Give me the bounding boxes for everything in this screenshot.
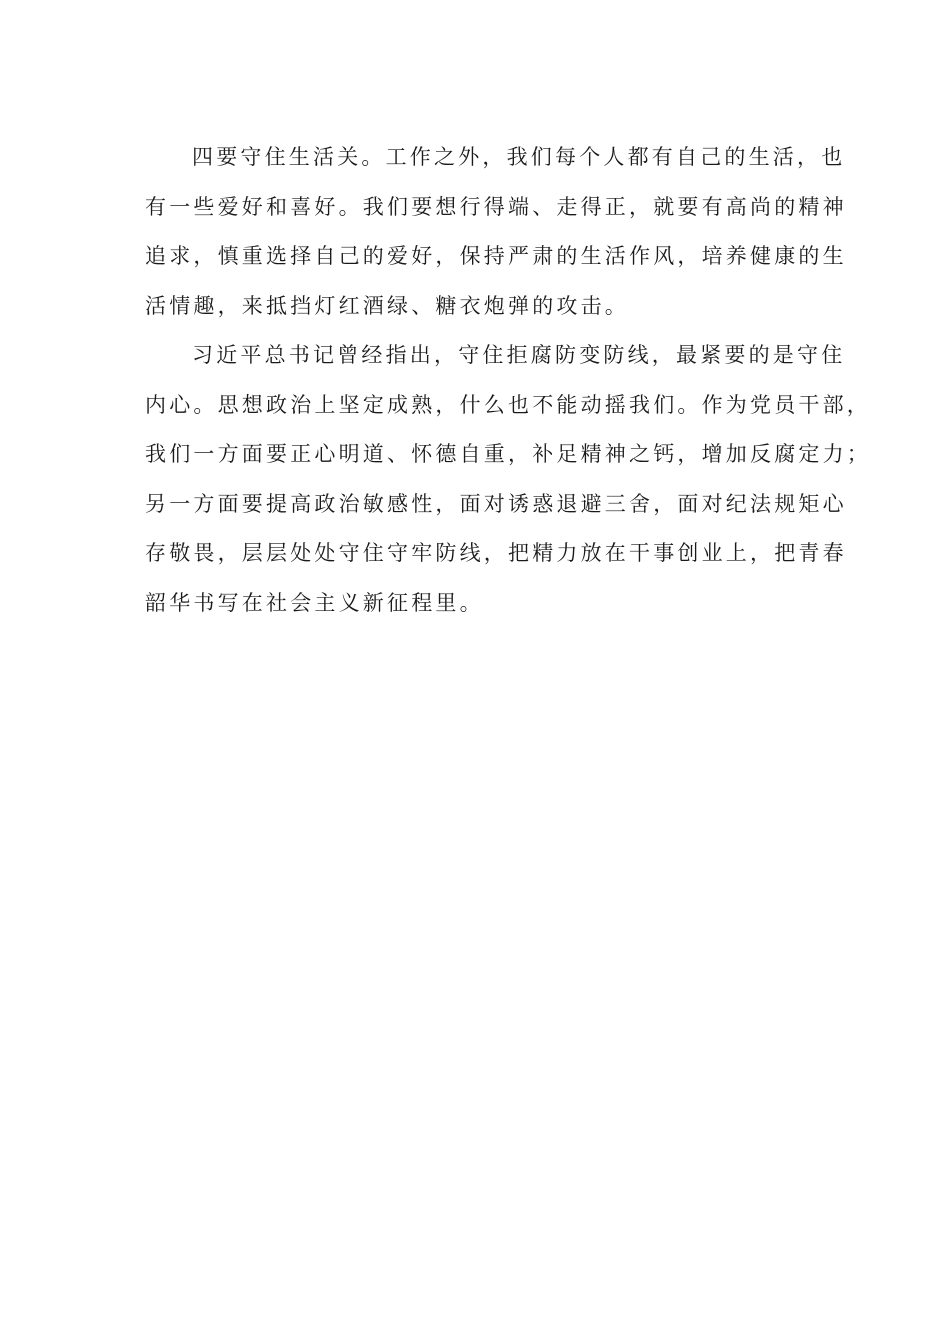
paragraph-1 <box>145 133 847 331</box>
paragraph-line: 习近平总书记曾经指出，守住拒腐防变防线，最紧要的是守住 <box>192 343 846 367</box>
paragraph-line: 活情趣，来抵挡灯红酒绿、糖衣炮弹的攻击。 <box>145 293 629 318</box>
paragraph-line: 我们一方面要正心明道、怀德自重，补足精神之钙，增加反腐定力； <box>145 442 871 466</box>
paragraph-line: 有一些爱好和喜好。我们要想行得端、走得正，就要有高尚的精神 <box>145 194 847 219</box>
paragraph-line: 内心。思想政治上坚定成熟，什么也不能动摇我们。作为党员干部， <box>145 392 871 417</box>
paragraph-line: 追求，慎重选择自己的爱好，保持严肃的生活作风，培养健康的生 <box>145 244 847 268</box>
document-body <box>145 133 871 628</box>
paragraph-line: 另一方面要提高政治敏感性，面对诱惑退避三舍，面对纪法规矩心 <box>145 491 847 516</box>
paragraph-2 <box>145 331 871 628</box>
paragraph-line: 四要守住生活关。工作之外，我们每个人都有自己的生活，也 <box>192 145 846 169</box>
paragraph-line: 存敬畏，层层处处守住守牢防线，把精力放在干事创业上，把青春 <box>145 541 847 565</box>
paragraph-line: 韶华书写在社会主义新征程里。 <box>145 590 484 615</box>
